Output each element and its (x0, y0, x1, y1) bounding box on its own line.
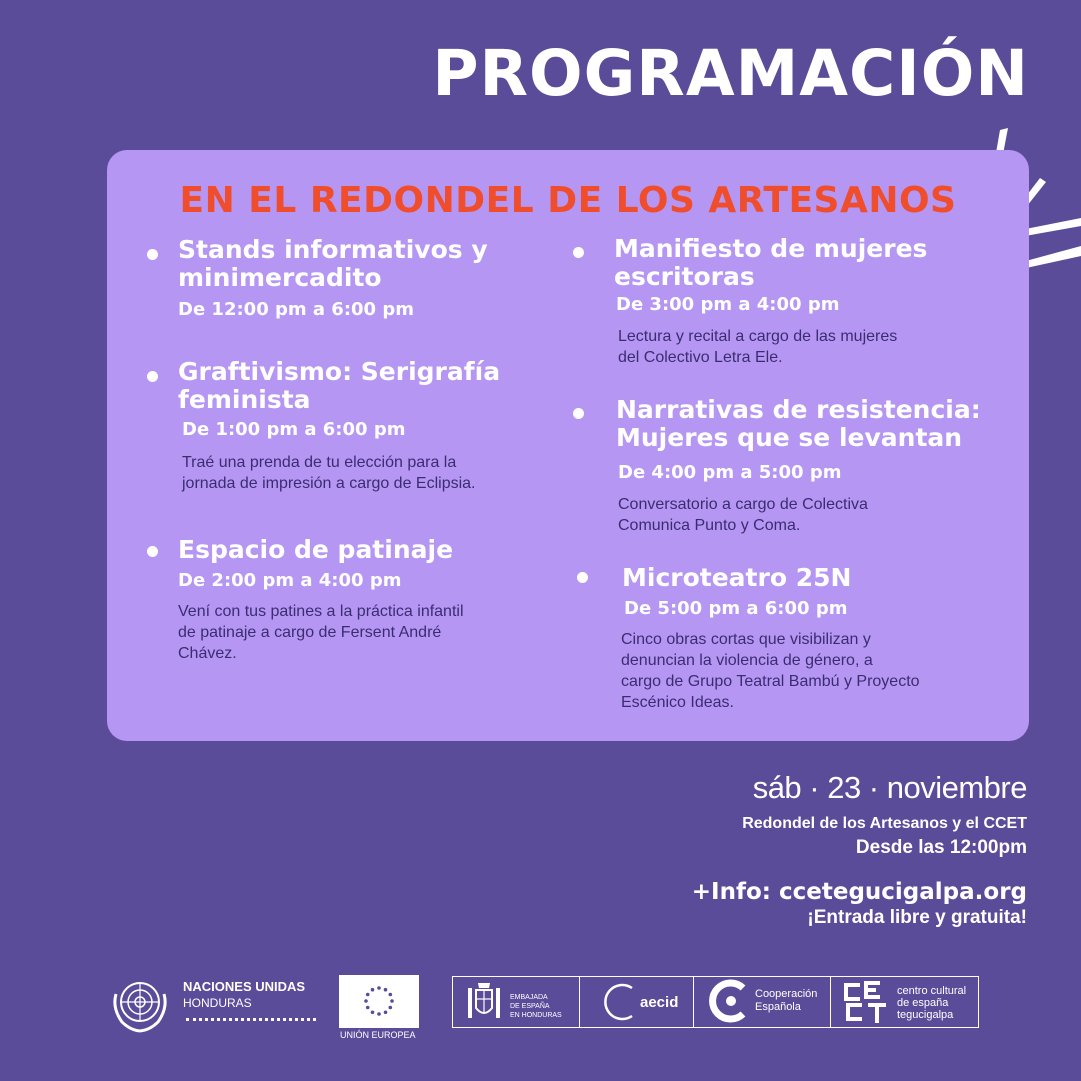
aecid-name: aecid (640, 994, 679, 1011)
un-emblem-icon (108, 974, 172, 1034)
event-title: Stands informativos y (178, 235, 488, 264)
event-time: De 12:00 pm a 6:00 pm (178, 299, 414, 320)
coop-line: Cooperación (755, 988, 818, 1000)
event-description: cargo de Grupo Teatral Bambú y Proyecto (621, 673, 920, 690)
event-title: feminista (178, 385, 311, 414)
card-heading: EN EL REDONDEL DE LOS ARTESANOS (179, 180, 957, 221)
event-description: Conversatorio a cargo de Colectiva (618, 496, 868, 513)
event-date: sáb · 23 · noviembre (752, 770, 1027, 805)
event-description: Traé una prenda de tu elección para la (182, 454, 457, 471)
event-time: De 1:00 pm a 6:00 pm (182, 419, 406, 440)
event-time: De 2:00 pm a 4:00 pm (178, 570, 402, 591)
event-description: Chávez. (178, 645, 237, 662)
event-description: denuncian la violencia de género, a (621, 652, 873, 669)
event-description: Cinco obras cortas que visibilizan y (621, 631, 871, 648)
ccet-line: de españa (897, 997, 949, 1009)
event-start-time: Desde las 12:00pm (855, 837, 1027, 858)
entry-note: ¡Entrada libre y gratuita! (807, 907, 1027, 928)
divider (830, 976, 831, 1028)
ccet-line: tegucigalpa (897, 1009, 954, 1021)
event-time: De 4:00 pm a 5:00 pm (618, 462, 842, 483)
ccet-line: centro cultural (897, 985, 967, 997)
bullet-icon (577, 572, 588, 583)
event-title: minimercadito (178, 263, 382, 292)
event-title: escritoras (614, 262, 755, 291)
event-title: Mujeres que se levantan (616, 423, 963, 452)
un-name: NACIONES UNIDAS (183, 979, 306, 994)
bullet-icon (147, 249, 158, 260)
embassy-line: EN HONDURAS (510, 1012, 562, 1019)
event-time: De 5:00 pm a 6:00 pm (624, 598, 848, 619)
event-description: Lectura y recital a cargo de las mujeres (618, 328, 898, 345)
event-title: Microteatro 25N (622, 563, 852, 592)
event-description: del Colectivo Letra Ele. (618, 349, 783, 366)
divider (693, 976, 694, 1028)
ccet-logo-icon (840, 979, 890, 1025)
eu-flag-icon (339, 975, 419, 1028)
event-title: Narrativas de resistencia: (616, 395, 981, 424)
info-link[interactable]: +Info: ccetegucigalpa.org (691, 879, 1027, 905)
embassy-line: DE ESPAÑA (510, 1003, 550, 1010)
un-dotted-rule (186, 1018, 316, 1021)
cooperacion-espanola-logo-icon (707, 979, 751, 1023)
event-description: Vení con tus patines a la práctica infantil (178, 603, 464, 620)
event-description: Escénico Ideas. (621, 694, 734, 711)
eu-name: UNIÓN EUROPEA (340, 1030, 416, 1040)
bullet-icon (147, 546, 158, 557)
coop-line: Española (755, 1001, 801, 1013)
page-title: PROGRAMACIÓN (432, 37, 1029, 110)
divider (579, 976, 580, 1028)
bullet-icon (147, 371, 158, 382)
bullet-icon (573, 247, 584, 258)
event-title: Graftivismo: Serigrafía (178, 357, 501, 386)
event-description: de patinaje a cargo de Fersent André (178, 624, 442, 641)
event-place: Redondel de los Artesanos y el CCET (742, 815, 1027, 832)
event-time: De 3:00 pm a 4:00 pm (616, 294, 840, 315)
event-title: Manifiesto de mujeres (614, 234, 928, 263)
aecid-logo-icon (600, 980, 642, 1024)
spain-coat-of-arms-icon (465, 980, 503, 1024)
bullet-icon (573, 408, 584, 419)
embassy-line: EMBAJADA (510, 994, 548, 1001)
program-card (107, 150, 1029, 741)
un-country: HONDURAS (183, 996, 252, 1010)
event-description: Comunica Punto y Coma. (618, 517, 801, 534)
event-title: Espacio de patinaje (178, 535, 454, 564)
event-description: jornada de impresión a cargo de Eclipsia. (182, 475, 476, 492)
